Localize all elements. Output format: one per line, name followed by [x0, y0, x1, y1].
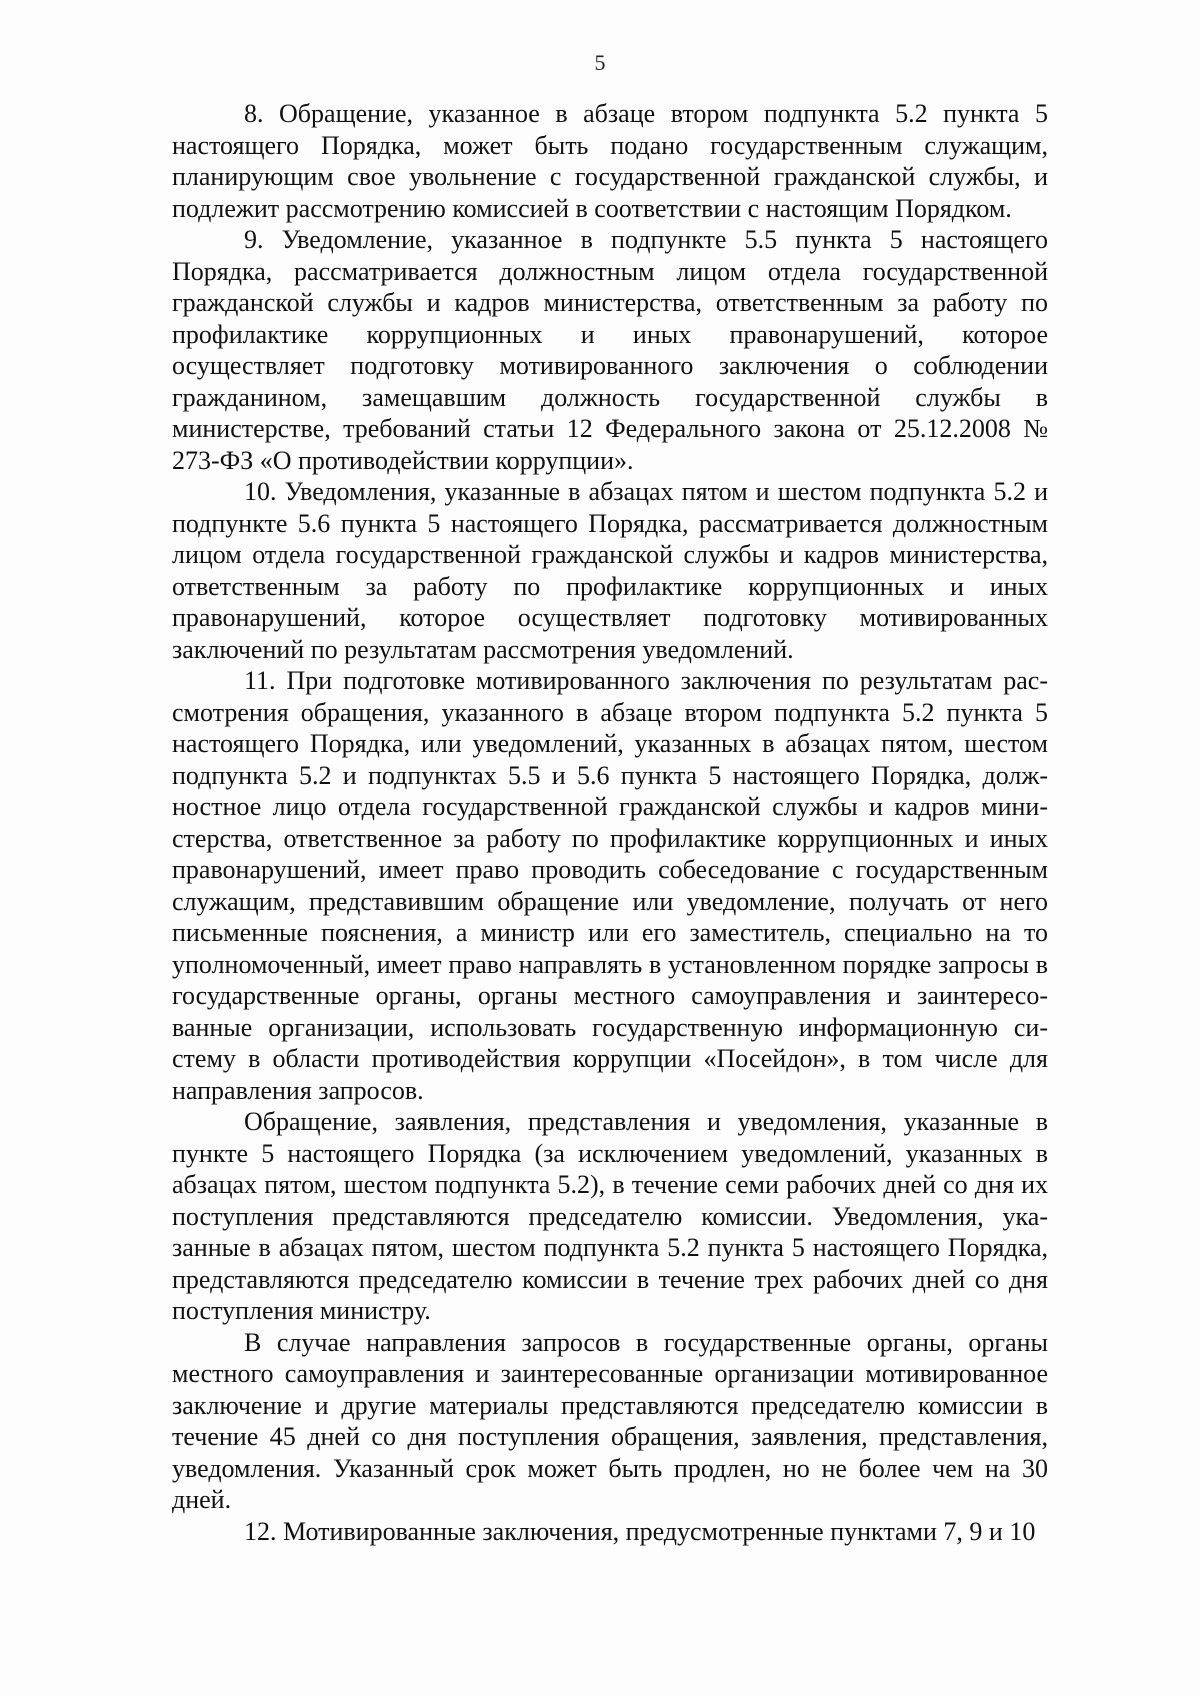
- paragraph-item-8: 8. Обращение, указанное в абзаце втором подпункта 5.2 пункта 5 настоящего Порядка, может быть подано государственным служащим, планирующим свое увольнение с государственной гражданской службы, и подлежит рассмотрению комиссией в соответствии с настоящим Порядком.: [172, 99, 1048, 223]
- paragraph-item-11-part-2: Обращение, заявления, представления и уведомления, указанные в пункте 5 настоящего Порядка (за исключением уведомлений, указанных в абзацах пятом, шестом подпункта 5.2), в течение семи рабочих дней со дня их поступления представляются председателю комиссии. Уведомления, указанные в абзацах пятом, шестом подпункта 5.2 пункта 5 настоящего Порядка, представляются председателю комиссии в течение трех рабочих дней со дня поступления министру.: [172, 1107, 1048, 1325]
- paragraph-item-9: 9. Уведомление, указанное в подпункте 5.5 пункта 5 настоящего Порядка, рассматривается должностным лицом отдела государственной гражданской службы и кадров министерства, ответственным за работу по профилактике коррупционных и иных правонарушений, которое осуществляет подготовку мотивированного заключения о соблюдении гражданином, замещавшим должность государственной службы в министерстве, требований статьи 12 Федерального закона от 25.12.2008 № 273-ФЗ «О противодействии коррупции».: [172, 225, 1048, 475]
- page-number: 5: [594, 50, 606, 75]
- paragraph-item-12: 12. Мотивированные заключения, предусмотренные пунктами 7, 9 и 10: [244, 1516, 1036, 1546]
- paragraph-item-11: 11. При подготовке мотивированного заключения по результатам рассмотрения обращения, указанного в абзаце втором подпункта 5.2 пункта 5 настоящего Порядка, или уведомлений, указанных в абзацах пятом, шестом подпункта 5.2 и подпунктах 5.5 и 5.6 пункта 5 настоящего Порядка, должностное лицо отдела государственной гражданской службы и кадров министерства, ответственное за работу по профилактике коррупционных и иных правонарушений, имеет право проводить собеседование с государственным служащим, представившим обращение или уведомление, получать от него письменные пояснения, а министр или его заместитель, специально на то уполномоченный, имеет право направлять в установленном порядке запросы в государственные органы, органы местного самоуправления и заинтересованные организации, использовать государственную информационную систему в области противодействия коррупции «Посейдон», в том числе для направления запросов.: [172, 666, 1048, 1105]
- paragraph-item-11-part-3: В случае направления запросов в государственные органы, органы местного самоуправления и заинтересованные организации мотивированное заключение и другие материалы представляются председателю комиссии в течение 45 дней со дня поступления обращения, заявления, представления, уведомления. Указанный срок может быть продлен, но не более чем на 30 дней.: [172, 1327, 1048, 1514]
- paragraph-item-10: 10. Уведомления, указанные в абзацах пятом и шестом подпункта 5.2 и подпункте 5.6 пункта 5 настоящего Порядка, рассматривается должностным лицом отдела государственной гражданской службы и кадров министерства, ответственным за работу по профилактике коррупционных и иных правонарушений, которое осуществляет подготовку мотивированных заключений по результатам рассмотрения уведомлений.: [172, 477, 1048, 664]
- document-body: [172, 98, 1048, 1547]
